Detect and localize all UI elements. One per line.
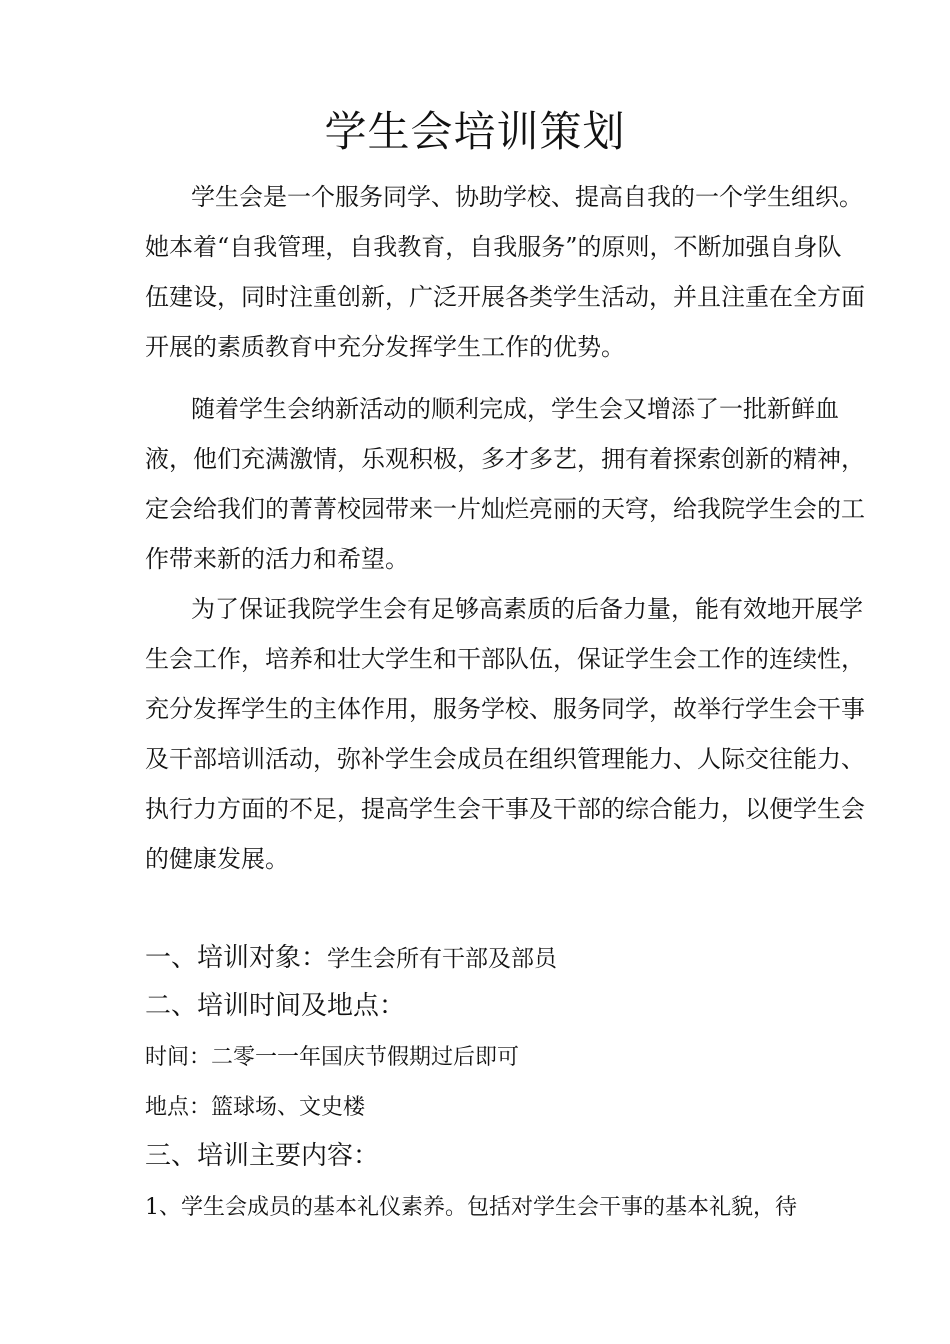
paragraph-line: 她本着“自我管理，自我教育，自我服务”的原则，不断加强自身队: [145, 233, 842, 261]
paragraph-line: 执行力方面的不足，提高学生会干事及干部的综合能力，以便学生会: [145, 795, 865, 823]
content-item-1: 1、学生会成员的基本礼仪素养。包括对学生会干事的基本礼貌，待: [145, 1195, 797, 1220]
section-value: 学生会所有干部及部员: [327, 946, 558, 972]
paragraph-line: 为了保证我院学生会有足够高素质的后备力量，能有效地开展学: [191, 595, 863, 623]
section-heading: 一、培训对象：: [145, 943, 328, 973]
paragraph-line: 及干部培训活动，弥补学生会成员在组织管理能力、人际交往能力、: [145, 745, 865, 773]
purpose-paragraph: [145, 584, 865, 884]
time-line: 时间：二零一一年国庆节假期过后即可: [145, 1045, 520, 1070]
paragraph-line: 定会给我们的菁菁校园带来一片灿烂亮丽的天穹，给我院学生会的工: [145, 495, 865, 523]
paragraph-line: 伍建设，同时注重创新，广泛开展各类学生活动，并且注重在全方面: [145, 283, 865, 311]
new-members-paragraph: [145, 384, 865, 584]
intro-paragraph: [145, 172, 865, 372]
place-line: 地点：篮球场、文史楼: [145, 1095, 366, 1120]
paragraph-line: 的健康发展。: [145, 845, 289, 873]
section-training-target: [145, 938, 813, 979]
paragraph-line: 作带来新的活力和希望。: [145, 545, 409, 573]
paragraph-line: 学生会是一个服务同学、协助学校、提高自我的一个学生组织。: [191, 183, 863, 211]
document-title: 学生会培训策划: [324, 107, 626, 156]
paragraph-line: 随着学生会纳新活动的顺利完成，学生会又增添了一批新鲜血: [191, 395, 839, 423]
section-time-place-heading: 二、培训时间及地点：: [145, 991, 406, 1021]
paragraph-line: 生会工作，培养和壮大学生和干部队伍，保证学生会工作的连续性，: [145, 645, 865, 673]
section-content-heading: 三、培训主要内容：: [145, 1141, 380, 1171]
paragraph-line: 液，他们充满激情，乐观积极，多才多艺，拥有着探索创新的精神，: [145, 445, 865, 473]
paragraph-line: 开展的素质教育中充分发挥学生工作的优势。: [145, 333, 625, 361]
paragraph-line: 充分发挥学生的主体作用，服务学校、服务同学，故举行学生会干事: [145, 695, 865, 723]
